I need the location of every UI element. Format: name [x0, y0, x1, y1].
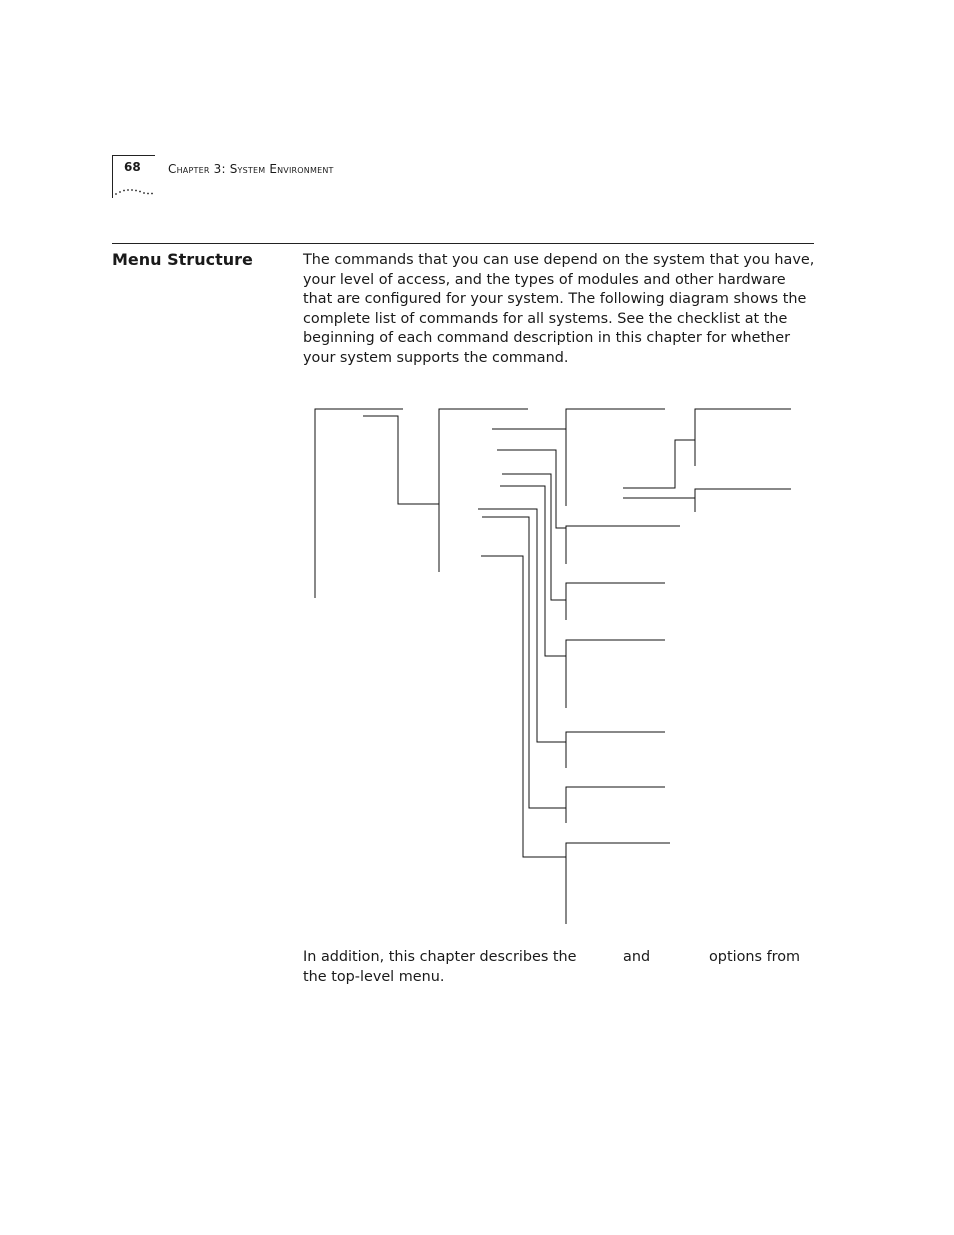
- page-number: 68: [124, 160, 141, 174]
- after-text-line2: the top-level menu.: [303, 969, 445, 985]
- section-heading: Menu Structure: [112, 250, 253, 269]
- after-text-part2: and: [623, 949, 651, 965]
- after-text-part1: In addition, this chapter describes the: [303, 949, 577, 965]
- running-head: Chapter 3: System Environment: [168, 162, 334, 176]
- intro-paragraph: The commands that you can use depend on the system that you have, your level of access, and the types of modules and other hardware that are configured for your system. The following diagram shows the complete list of commands for all systems. See the checklist at the beginning of each command description in this chapter for whether your system supports the command.: [303, 252, 815, 366]
- after-text-part3: options from: [709, 949, 801, 965]
